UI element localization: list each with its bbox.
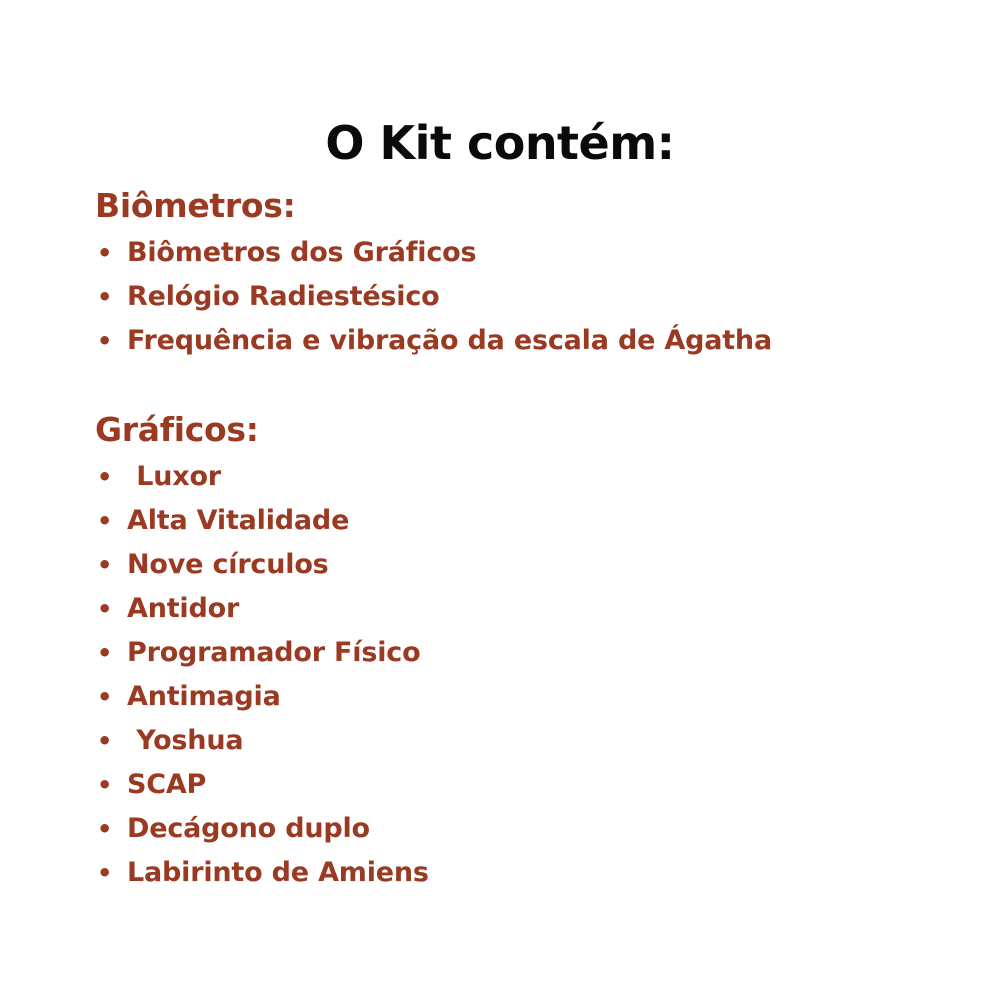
list-item [95,631,429,675]
list-item-text: Antidor [127,593,240,624]
bullet-icon: • [97,683,113,711]
list-item-text: Labirinto de Amiens [127,857,429,888]
list-item-text: Programador Físico [127,637,421,668]
list-item [95,763,429,807]
list-item-text: Nove círculos [127,549,329,580]
list-item-text: Biômetros dos Gráficos [127,237,477,268]
bullet-icon: • [97,463,113,491]
list-item [95,319,772,363]
list-item [95,587,429,631]
section-graficos [95,407,429,895]
bullet-icon: • [97,595,113,623]
graficos-list [95,455,429,895]
bullet-icon: • [97,239,113,267]
list-item-text: Luxor [127,461,221,492]
list-item [95,275,772,319]
list-item-text: Frequência e vibração da escala de Ágatha [127,325,772,356]
section-heading-biometros: Biômetros: [95,186,296,225]
list-item-text: Alta Vitalidade [127,505,350,536]
bullet-icon: • [97,727,113,755]
list-item [95,675,429,719]
list-item [95,719,429,763]
list-item [95,499,429,543]
page-title: O Kit contém: [325,115,675,170]
list-item-text: Antimagia [127,681,281,712]
bullet-icon: • [97,859,113,887]
list-item [95,851,429,895]
list-item [95,543,429,587]
bullet-icon: • [97,551,113,579]
bullet-icon: • [97,771,113,799]
list-item [95,231,772,275]
list-item [95,455,429,499]
section-heading-graficos: Gráficos: [95,410,259,449]
bullet-icon: • [97,327,113,355]
bullet-icon: • [97,283,113,311]
biometros-list [95,231,772,363]
list-item-text: Decágono duplo [127,813,370,844]
bullet-icon: • [97,815,113,843]
bullet-icon: • [97,639,113,667]
bullet-icon: • [97,507,113,535]
list-item-text: Yoshua [127,725,244,756]
list-item-text: SCAP [127,769,207,800]
section-biometros [95,183,772,363]
list-item-text: Relógio Radiestésico [127,281,440,312]
list-item [95,807,429,851]
